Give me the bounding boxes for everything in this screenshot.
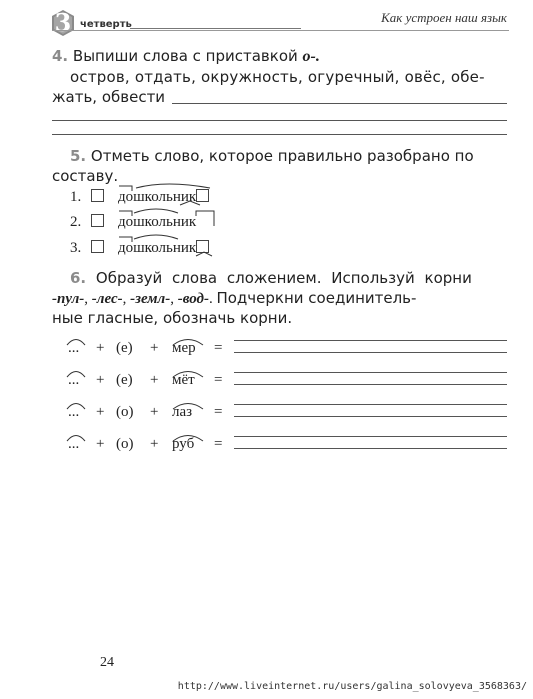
word-part: руб	[172, 436, 195, 452]
option-checkbox[interactable]	[91, 214, 104, 227]
task5-option-3	[70, 240, 104, 257]
task4-prefix: о-.	[302, 48, 320, 65]
blank: ...	[68, 436, 80, 452]
task5-word-2	[118, 214, 196, 231]
page-number: 24	[100, 655, 114, 670]
task6-title	[70, 268, 472, 288]
morpheme-marks-icon	[118, 208, 218, 234]
task6-line3: ные гласные, обозначь корни.	[52, 309, 293, 327]
task5-instruction-line1: Отметь слово, которое правильно разобрано по	[90, 147, 474, 165]
vowel: (е)	[116, 340, 133, 356]
plus: +	[150, 436, 159, 452]
morpheme-marks-icon	[118, 183, 218, 209]
vowel: (е)	[116, 372, 133, 388]
task5-word-1	[118, 189, 209, 206]
root-2: -лес-	[91, 291, 123, 307]
task4-answer-line-2[interactable]	[52, 120, 507, 121]
header-rule-bottom	[52, 30, 509, 31]
word-part: мер	[172, 340, 196, 356]
equals: =	[214, 404, 223, 420]
plus: +	[150, 404, 159, 420]
word-part: мёт	[172, 372, 195, 388]
morpheme-marks-icon	[118, 234, 218, 260]
badge-number: 3	[54, 8, 72, 37]
equals: =	[214, 340, 223, 356]
option-word: дошкольник	[118, 189, 197, 205]
root-1: -пул-	[52, 291, 85, 307]
task4-answer-line-3[interactable]	[52, 134, 507, 135]
task4-title	[52, 46, 320, 67]
plus: +	[150, 372, 159, 388]
task5-number: 5.	[70, 147, 87, 165]
plus: +	[96, 372, 105, 388]
task5-instruction-line2: составу.	[52, 167, 119, 185]
plus: +	[150, 340, 159, 356]
task6-roots-line: -пул-, -лес-, -земл-, -вод-. Подчеркни соединитель-	[52, 289, 417, 307]
task4-words-line1: остров, отдать, окружность, огуречный, овёс, обе-	[70, 68, 485, 86]
option-number: 1.	[70, 189, 82, 205]
task6-number: 6.	[70, 269, 87, 287]
task4-number: 4.	[52, 47, 69, 65]
task5-option-1	[70, 189, 104, 206]
blank: ...	[68, 340, 80, 356]
quarter-badge	[52, 10, 74, 36]
source-url: http://www.liveinternet.ru/users/galina_solovyeva_3568363/	[177, 681, 527, 692]
task6-line1: Образуй слова сложением. Используй корни	[95, 269, 472, 287]
task6-line2-tail: Подчеркни соединитель-	[216, 289, 417, 307]
vowel: (о)	[116, 404, 134, 420]
root-3: -земл-	[130, 291, 171, 307]
vowel: (о)	[116, 436, 134, 452]
section-title: Как устроен наш язык	[381, 10, 507, 25]
plus: +	[96, 340, 105, 356]
row4-line-bottom[interactable]	[234, 448, 507, 449]
row3-line-top[interactable]	[234, 404, 507, 405]
equals: =	[214, 372, 223, 388]
row3-line-bottom[interactable]	[234, 416, 507, 417]
option-word: дошкольник	[118, 240, 197, 256]
task4-words-line2: жать, обвести	[52, 88, 166, 106]
task4-instruction: Выпиши слова с приставкой	[72, 47, 298, 65]
row2-line-bottom[interactable]	[234, 384, 507, 385]
equals: =	[214, 436, 223, 452]
task5-title	[70, 146, 474, 166]
row1-line-top[interactable]	[234, 340, 507, 341]
root-4: -вод-	[177, 291, 209, 307]
quarter-label: четверть	[80, 19, 132, 30]
task4-answer-line-1[interactable]	[172, 103, 507, 104]
blank: ...	[68, 372, 80, 388]
option-checkbox[interactable]	[91, 240, 104, 253]
row4-line-top[interactable]	[234, 436, 507, 437]
row2-line-top[interactable]	[234, 372, 507, 373]
plus: +	[96, 404, 105, 420]
row1-line-bottom[interactable]	[234, 352, 507, 353]
option-number: 3.	[70, 240, 82, 256]
task5-option-2	[70, 214, 104, 231]
option-checkbox[interactable]	[91, 189, 104, 202]
blank: ...	[68, 404, 80, 420]
word-part: лаз	[172, 404, 193, 420]
option-word: дошкольник	[118, 214, 197, 230]
header-rule	[130, 28, 301, 29]
plus: +	[96, 436, 105, 452]
option-number: 2.	[70, 214, 82, 230]
task5-word-3	[118, 240, 209, 257]
